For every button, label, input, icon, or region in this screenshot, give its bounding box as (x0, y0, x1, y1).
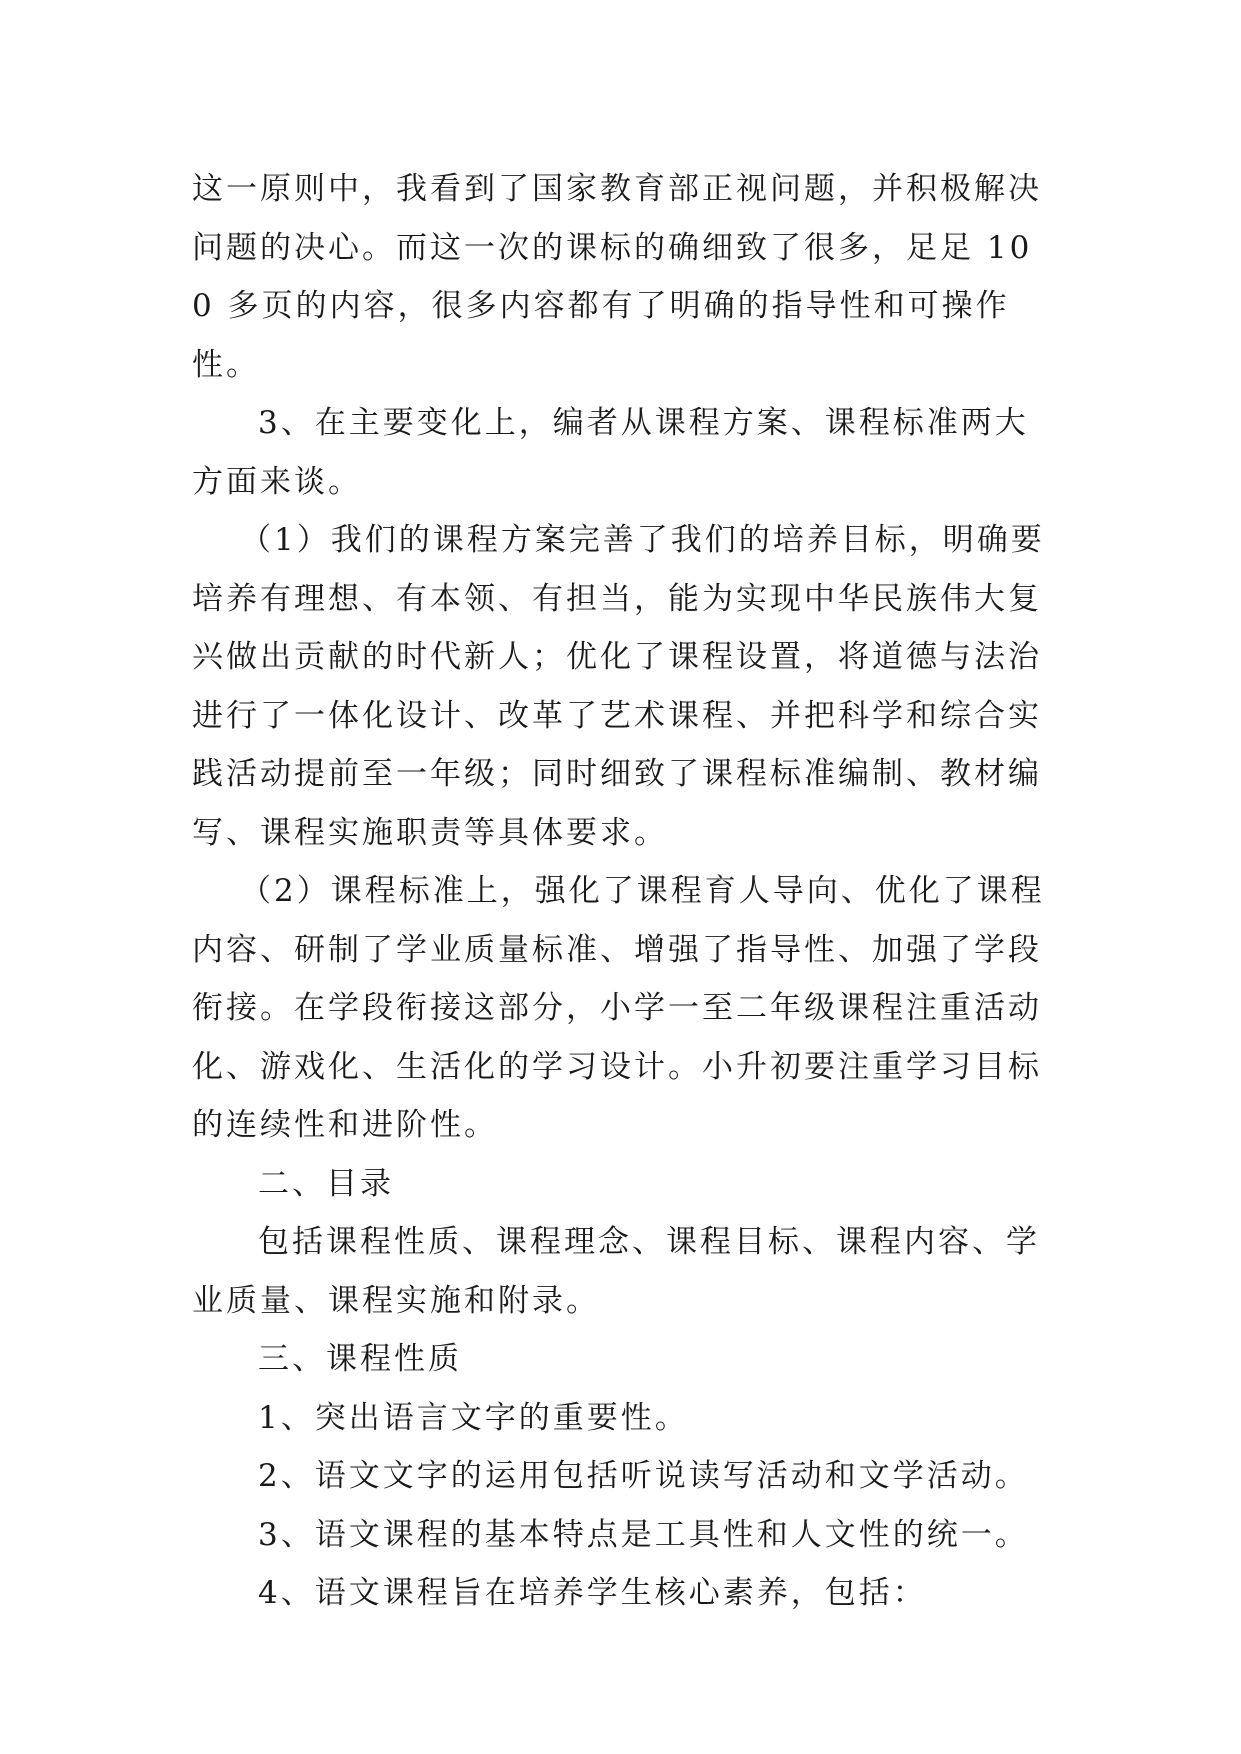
list-item-3: 3、语文课程的基本特点是工具性和人文性的统一。 (258, 1516, 1029, 1553)
list-item-1: 1、突出语言文字的重要性。 (258, 1399, 689, 1436)
paragraph-continuation: 这一原则中，我看到了国家教育部正视问题，并积极解决问题的决心。而这一次的课标的确细致了很多，足足 100 多页的内容，很多内容都有了明确的指导性和可操作性。 (192, 171, 1042, 383)
list-item-2: 2、语文文字的运用包括听说读写活动和文学活动。 (258, 1458, 1029, 1494)
heading-contents: 二、目录 (258, 1165, 394, 1202)
paragraph-contents: 包括课程性质、课程理念、课程目标、课程内容、学业质量、课程实施和附录。 (192, 1224, 1040, 1319)
paragraph-main-changes: 3、在主要变化上，编者从课程方案、课程标准两大方面来谈。 (192, 405, 1029, 500)
document-body (192, 160, 1052, 1623)
paragraph-course-standard: （2）课程标准上，强化了课程育人导向、优化了课程内容、研制了学业质量标准、增强了指导性、加强了学段衔接。在学段衔接这部分，小学一至二年级课程注重活动化、游戏化、生活化的学习设计。小升初要注重学习目标的连续性和进阶性。 (192, 873, 1045, 1143)
paragraph-course-plan: （1）我们的课程方案完善了我们的培养目标，明确要培养有理想、有本领、有担当，能为实现中华民族伟大复兴做出贡献的时代新人；优化了课程设置，将道德与法治进行了一体化设计、改革了艺术课程、并把科学和综合实践活动提前至一年级；同时细致了课程标准编制、教材编写、课程实施职责等具体要求。 (192, 522, 1045, 851)
heading-course-nature: 三、课程性质 (258, 1341, 462, 1377)
list-item-4: 4、语文课程旨在培养学生核心素养，包括： (258, 1575, 927, 1611)
